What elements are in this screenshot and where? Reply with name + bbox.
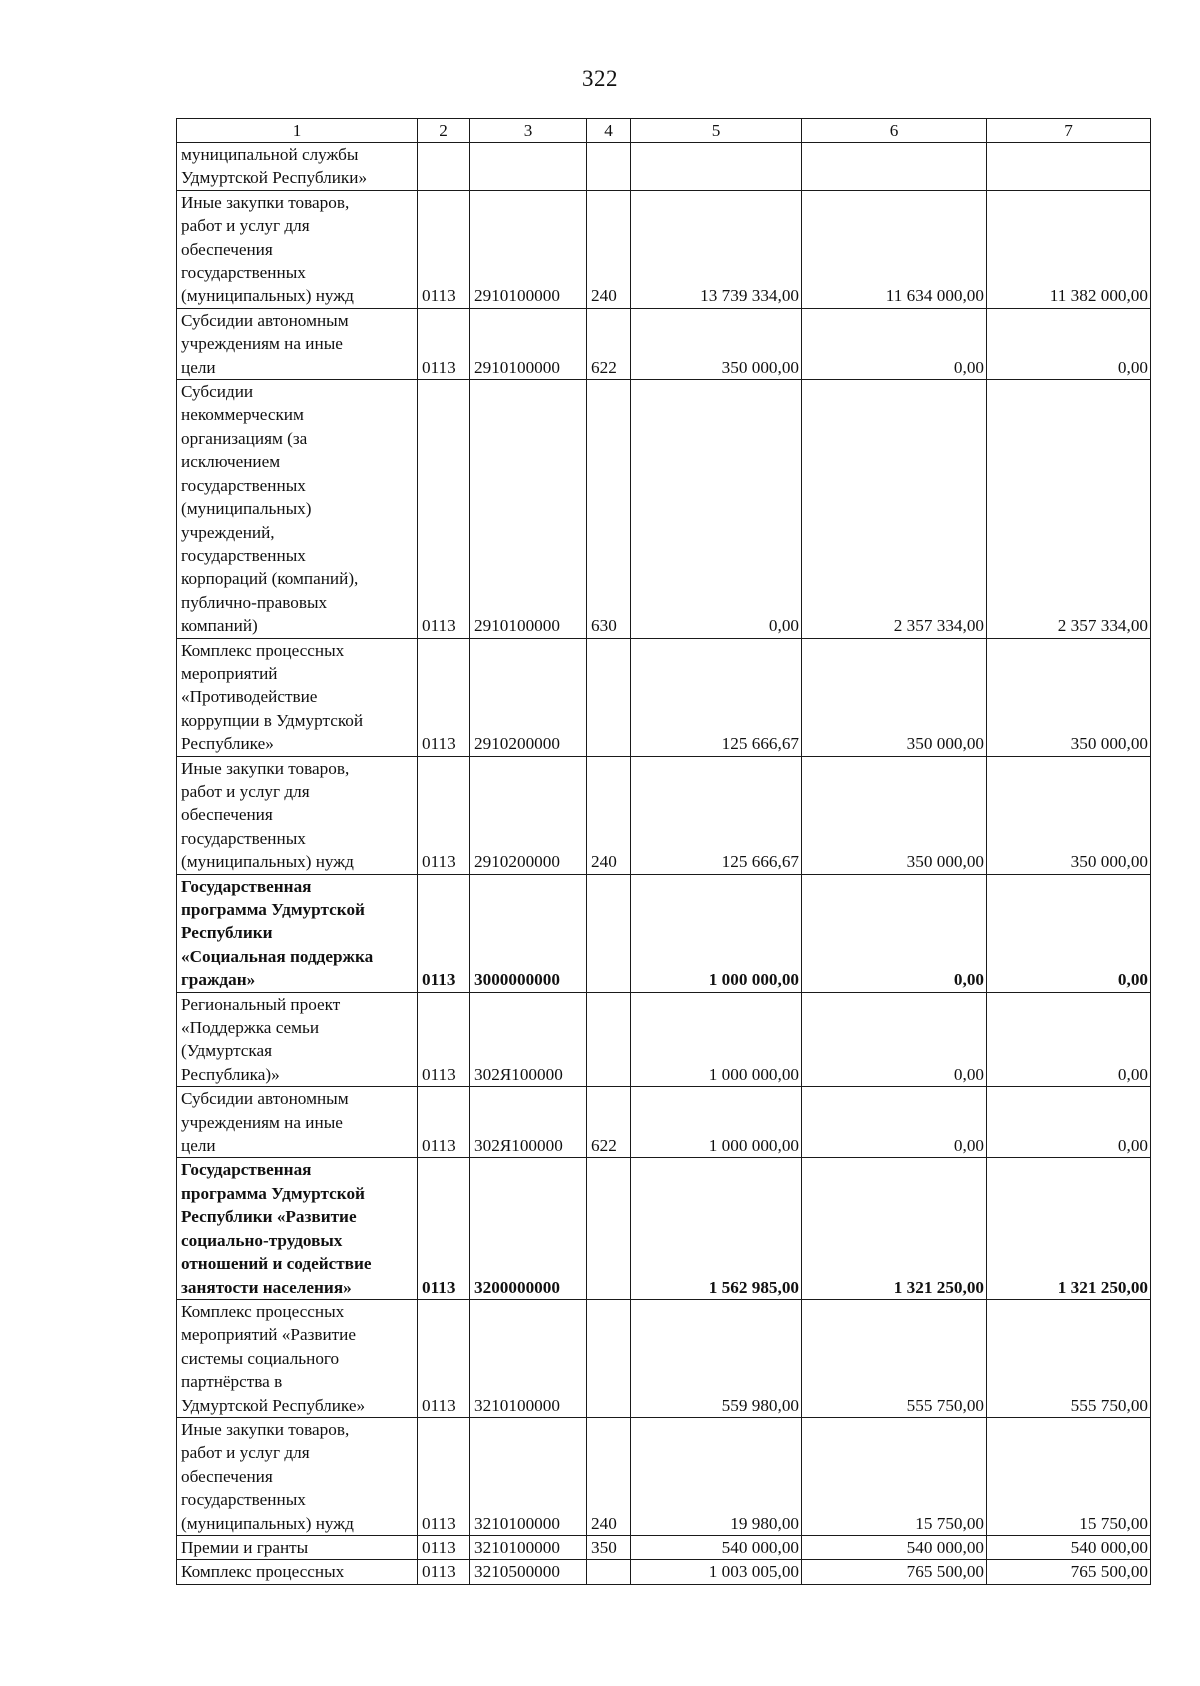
- row-amount-col5-cell: 125 666,67: [631, 756, 802, 874]
- row-expense-type-cell: [587, 992, 631, 1087]
- row-target-article-cell: 2910200000: [470, 756, 587, 874]
- table-row: [177, 638, 1151, 756]
- row-amount-col5-cell: 540 000,00: [631, 1535, 802, 1559]
- row-amount-col7-cell: 0,00: [987, 1087, 1151, 1158]
- row-section-code-cell: 0113: [418, 308, 470, 379]
- row-target-article-cell: 2910100000: [470, 190, 587, 308]
- row-section-code-cell: 0113: [418, 190, 470, 308]
- row-amount-col6-cell: 555 750,00: [802, 1299, 987, 1417]
- table-row: [177, 190, 1151, 308]
- column-header-7: 7: [987, 119, 1151, 143]
- row-amount-col5-cell: 13 739 334,00: [631, 190, 802, 308]
- table-row: [177, 308, 1151, 379]
- row-section-code-cell: 0113: [418, 380, 470, 638]
- row-amount-col7-cell: 2 357 334,00: [987, 380, 1151, 638]
- row-target-article-cell: 3210100000: [470, 1535, 587, 1559]
- row-expense-type-cell: 622: [587, 308, 631, 379]
- budget-table: [176, 118, 1151, 1585]
- table-row: [177, 756, 1151, 874]
- row-target-article-cell: 3210100000: [470, 1417, 587, 1535]
- row-name-cell: Комплекс процессных мероприятий «Противодействие коррупции в Удмуртской Республике»: [177, 638, 418, 756]
- table-row: [177, 1087, 1151, 1158]
- row-amount-col6-cell: 0,00: [802, 874, 987, 992]
- row-amount-col6-cell: 11 634 000,00: [802, 190, 987, 308]
- row-name-cell: Комплекс процессных: [177, 1560, 418, 1584]
- row-name-cell: Премии и гранты: [177, 1535, 418, 1559]
- row-amount-col6-cell: [802, 143, 987, 191]
- row-amount-col6-cell: 350 000,00: [802, 756, 987, 874]
- row-expense-type-cell: 240: [587, 756, 631, 874]
- row-amount-col5-cell: 1 000 000,00: [631, 874, 802, 992]
- row-amount-col5-cell: 1 562 985,00: [631, 1158, 802, 1299]
- row-section-code-cell: 0113: [418, 1560, 470, 1584]
- table-row: [177, 1560, 1151, 1584]
- row-target-article-cell: 2910100000: [470, 308, 587, 379]
- column-header-4: 4: [587, 119, 631, 143]
- row-section-code-cell: 0113: [418, 1158, 470, 1299]
- row-section-code-cell: 0113: [418, 1299, 470, 1417]
- column-header-3: 3: [470, 119, 587, 143]
- row-expense-type-cell: 240: [587, 190, 631, 308]
- row-name-cell: Иные закупки товаров, работ и услуг для обеспечения государственных (муниципальных) нужд: [177, 1417, 418, 1535]
- table-row: [177, 143, 1151, 191]
- row-amount-col6-cell: 0,00: [802, 1087, 987, 1158]
- row-amount-col7-cell: 350 000,00: [987, 756, 1151, 874]
- row-expense-type-cell: [587, 1560, 631, 1584]
- row-target-article-cell: 3210100000: [470, 1299, 587, 1417]
- row-expense-type-cell: 240: [587, 1417, 631, 1535]
- table-row: [177, 1417, 1151, 1535]
- row-section-code-cell: 0113: [418, 992, 470, 1087]
- row-amount-col5-cell: 1 003 005,00: [631, 1560, 802, 1584]
- column-header-2: 2: [418, 119, 470, 143]
- table-header: [177, 119, 1151, 143]
- row-amount-col5-cell: 0,00: [631, 380, 802, 638]
- row-amount-col6-cell: 540 000,00: [802, 1535, 987, 1559]
- table-row: [177, 874, 1151, 992]
- row-amount-col7-cell: 0,00: [987, 874, 1151, 992]
- row-amount-col6-cell: 350 000,00: [802, 638, 987, 756]
- row-expense-type-cell: [587, 874, 631, 992]
- row-section-code-cell: 0113: [418, 874, 470, 992]
- row-amount-col5-cell: 350 000,00: [631, 308, 802, 379]
- row-amount-col7-cell: 1 321 250,00: [987, 1158, 1151, 1299]
- row-target-article-cell: 3200000000: [470, 1158, 587, 1299]
- row-target-article-cell: 2910100000: [470, 380, 587, 638]
- row-amount-col7-cell: 350 000,00: [987, 638, 1151, 756]
- row-amount-col5-cell: 19 980,00: [631, 1417, 802, 1535]
- column-header-1: 1: [177, 119, 418, 143]
- row-target-article-cell: 3000000000: [470, 874, 587, 992]
- row-name-cell: Субсидии некоммерческим организациям (за исключением государственных (муниципальных) учреждений, государственных корпораций (компаний), публично-правовых компаний): [177, 380, 418, 638]
- row-amount-col6-cell: 0,00: [802, 992, 987, 1087]
- row-amount-col7-cell: [987, 143, 1151, 191]
- row-amount-col7-cell: 765 500,00: [987, 1560, 1151, 1584]
- row-section-code-cell: [418, 143, 470, 191]
- row-section-code-cell: 0113: [418, 756, 470, 874]
- row-amount-col7-cell: 555 750,00: [987, 1299, 1151, 1417]
- row-name-cell: Иные закупки товаров, работ и услуг для обеспечения государственных (муниципальных) нужд: [177, 756, 418, 874]
- table-body: [177, 143, 1151, 1585]
- row-amount-col7-cell: 11 382 000,00: [987, 190, 1151, 308]
- row-amount-col6-cell: 765 500,00: [802, 1560, 987, 1584]
- row-name-cell: Субсидии автономным учреждениям на иные цели: [177, 1087, 418, 1158]
- row-name-cell: муниципальной службы Удмуртской Республики»: [177, 143, 418, 191]
- column-header-5: 5: [631, 119, 802, 143]
- column-number-row: [177, 119, 1151, 143]
- row-expense-type-cell: 350: [587, 1535, 631, 1559]
- row-amount-col7-cell: 0,00: [987, 992, 1151, 1087]
- row-amount-col5-cell: 1 000 000,00: [631, 992, 802, 1087]
- row-target-article-cell: [470, 143, 587, 191]
- row-target-article-cell: 302Я100000: [470, 992, 587, 1087]
- row-amount-col6-cell: 15 750,00: [802, 1417, 987, 1535]
- row-expense-type-cell: 630: [587, 380, 631, 638]
- row-amount-col6-cell: 2 357 334,00: [802, 380, 987, 638]
- row-amount-col6-cell: 1 321 250,00: [802, 1158, 987, 1299]
- row-amount-col7-cell: 15 750,00: [987, 1417, 1151, 1535]
- row-name-cell: Иные закупки товаров, работ и услуг для обеспечения государственных (муниципальных) нужд: [177, 190, 418, 308]
- table-row: [177, 1535, 1151, 1559]
- row-target-article-cell: 302Я100000: [470, 1087, 587, 1158]
- row-amount-col5-cell: 559 980,00: [631, 1299, 802, 1417]
- row-name-cell: Субсидии автономным учреждениям на иные цели: [177, 308, 418, 379]
- row-target-article-cell: 3210500000: [470, 1560, 587, 1584]
- row-section-code-cell: 0113: [418, 1087, 470, 1158]
- row-section-code-cell: 0113: [418, 638, 470, 756]
- row-name-cell: Государственная программа Удмуртской Республики «Развитие социально-трудовых отношений и содействие занятости населения»: [177, 1158, 418, 1299]
- row-amount-col5-cell: 1 000 000,00: [631, 1087, 802, 1158]
- row-target-article-cell: 2910200000: [470, 638, 587, 756]
- row-expense-type-cell: 622: [587, 1087, 631, 1158]
- row-expense-type-cell: [587, 638, 631, 756]
- row-expense-type-cell: [587, 1299, 631, 1417]
- row-amount-col6-cell: 0,00: [802, 308, 987, 379]
- table-row: [177, 1158, 1151, 1299]
- table-row: [177, 1299, 1151, 1417]
- row-name-cell: Региональный проект «Поддержка семьи (Удмуртская Республика)»: [177, 992, 418, 1087]
- row-section-code-cell: 0113: [418, 1417, 470, 1535]
- table-row: [177, 992, 1151, 1087]
- row-amount-col7-cell: 0,00: [987, 308, 1151, 379]
- row-name-cell: Государственная программа Удмуртской Республики «Социальная поддержка граждан»: [177, 874, 418, 992]
- column-header-6: 6: [802, 119, 987, 143]
- row-section-code-cell: 0113: [418, 1535, 470, 1559]
- page-number: 322: [582, 66, 618, 91]
- row-amount-col5-cell: 125 666,67: [631, 638, 802, 756]
- row-amount-col7-cell: 540 000,00: [987, 1535, 1151, 1559]
- row-expense-type-cell: [587, 143, 631, 191]
- table-row: [177, 380, 1151, 638]
- row-name-cell: Комплекс процессных мероприятий «Развитие системы социального партнёрства в Удмуртской Республике»: [177, 1299, 418, 1417]
- row-expense-type-cell: [587, 1158, 631, 1299]
- row-amount-col5-cell: [631, 143, 802, 191]
